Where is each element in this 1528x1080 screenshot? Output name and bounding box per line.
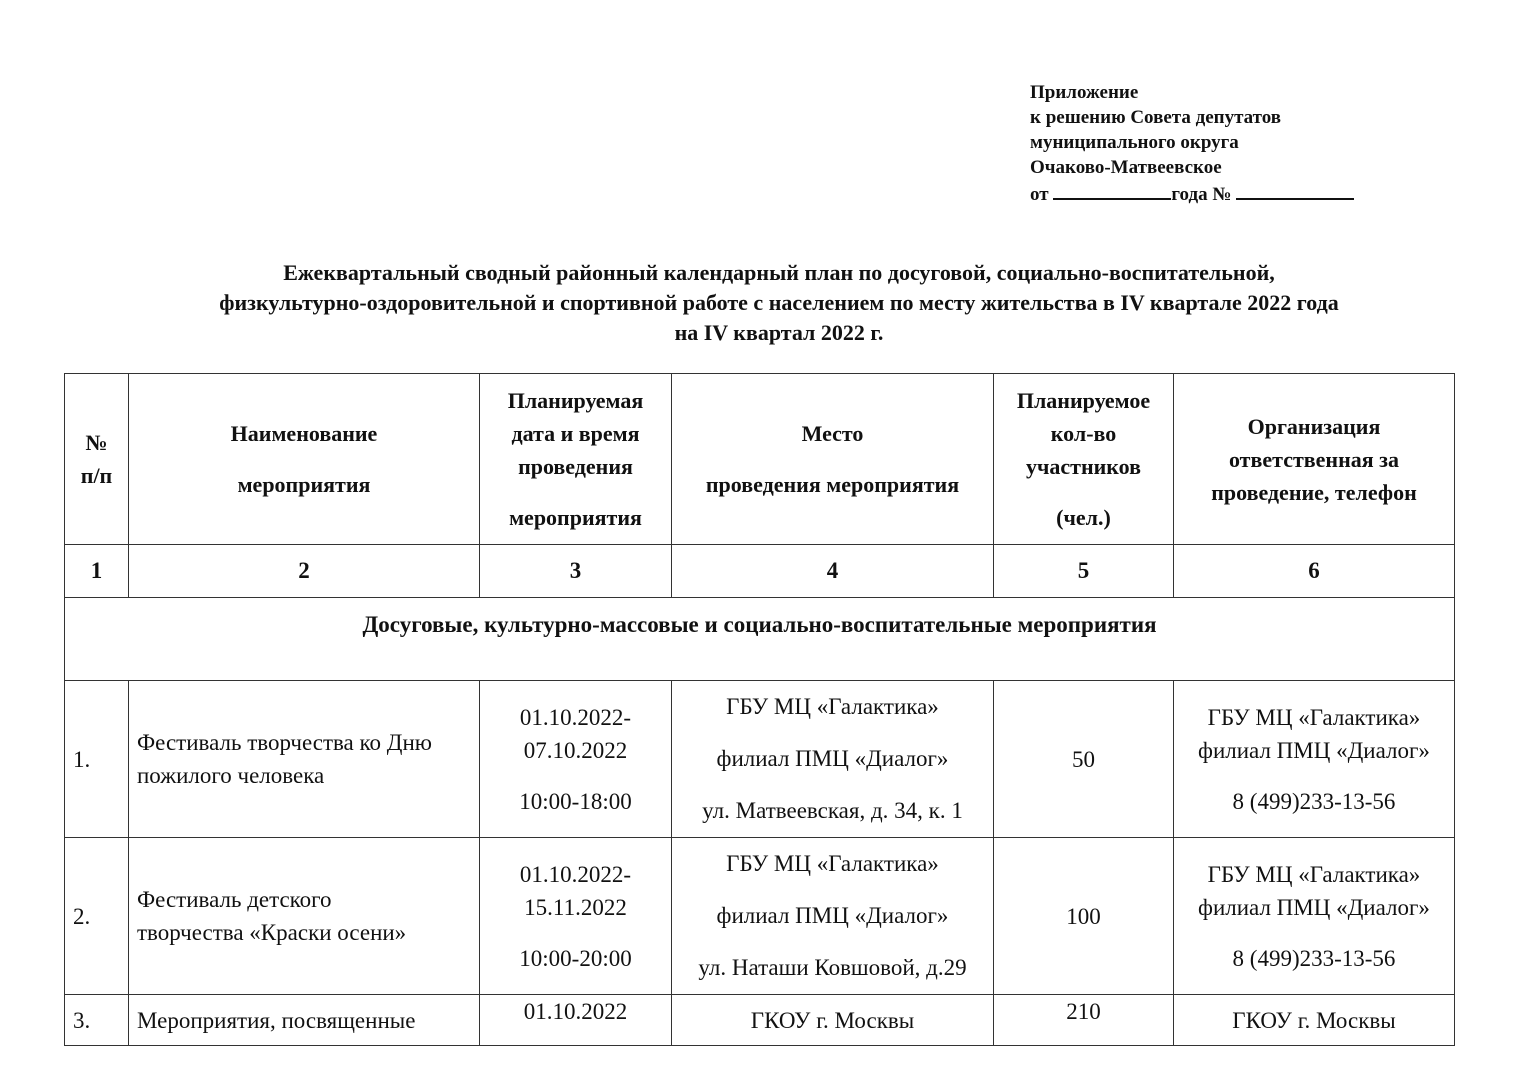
appendix-line-5 <box>1030 180 1354 207</box>
organization-phone: 8 (499)233-13-56 <box>1232 945 1396 971</box>
column-number: 2 <box>129 545 480 598</box>
event-date-time: 01.10.2022- 07.10.2022 10:00-18:00 <box>480 681 672 838</box>
row-number: 3. <box>65 995 129 1046</box>
event-participants: 100 <box>994 838 1174 995</box>
title-line-1: Ежеквартальный сводный районный календарный план по досуговой, социально-воспитательной, <box>283 260 1275 285</box>
event-name: Мероприятия, посвященные <box>129 995 480 1046</box>
column-number: 3 <box>480 545 672 598</box>
event-organization: ГБУ МЦ «Галактика» филиал ПМЦ «Диалог» 8 (499)233-13-56 <box>1174 681 1455 838</box>
appendix-date-label: от <box>1030 184 1054 205</box>
event-name: Фестиваль творчества ко Дню пожилого человека <box>129 681 480 838</box>
event-place: ГБУ МЦ «Галактика» филиал ПМЦ «Диалог» ул. Матвеевская, д. 34, к. 1 <box>672 681 994 838</box>
appendix-block <box>1030 80 1354 207</box>
organization-phone: 8 (499)233-13-56 <box>1232 788 1396 814</box>
title-line-2: физкультурно-оздоровительной и спортивной работе с населением по месту жительства в IV квартале 2022 года <box>219 290 1339 315</box>
appendix-line-2: к решению Совета депутатов <box>1030 107 1282 128</box>
title-line-3: на IV квартал 2022 г. <box>674 320 884 345</box>
event-place: ГБУ МЦ «Галактика» филиал ПМЦ «Диалог» ул. Наташи Ковшовой, д.29 <box>672 838 994 995</box>
number-blank <box>1236 180 1354 200</box>
appendix-line-4: Очаково-Матвеевское <box>1030 157 1222 178</box>
event-organization: ГКОУ г. Москвы <box>1174 995 1455 1046</box>
row-number: 2. <box>65 838 129 995</box>
event-participants: 210 <box>994 995 1174 1046</box>
column-number: 1 <box>65 545 129 598</box>
table-row <box>65 995 1455 1046</box>
section-title: Досуговые, культурно-массовые и социально-воспитательные мероприятия <box>65 598 1455 681</box>
event-date-time: 01.10.2022 <box>480 995 672 1046</box>
header-organization: Организация ответственная за проведение, телефон <box>1174 374 1455 545</box>
event-organization: ГБУ МЦ «Галактика» филиал ПМЦ «Диалог» 8 (499)233-13-56 <box>1174 838 1455 995</box>
document-title <box>64 258 1494 348</box>
column-number: 4 <box>672 545 994 598</box>
row-number: 1. <box>65 681 129 838</box>
header-number: № п/п <box>65 374 129 545</box>
table-header-row <box>65 374 1455 545</box>
events-table <box>64 373 1455 1046</box>
event-date-time: 01.10.2022- 15.11.2022 10:00-20:00 <box>480 838 672 995</box>
appendix-number-label: года № <box>1171 184 1237 205</box>
appendix-line-3: муниципального округа <box>1030 132 1239 153</box>
header-participants: Планируемое кол-во участников (чел.) <box>994 374 1174 545</box>
appendix-line-1: Приложение <box>1030 82 1139 103</box>
section-row <box>65 598 1455 681</box>
table-row <box>65 838 1455 995</box>
column-number: 5 <box>994 545 1174 598</box>
event-place: ГКОУ г. Москвы <box>672 995 994 1046</box>
column-number: 6 <box>1174 545 1455 598</box>
date-blank <box>1053 180 1171 200</box>
table-row <box>65 681 1455 838</box>
event-name: Фестиваль детского творчества «Краски осени» <box>129 838 480 995</box>
header-date-time: Планируемая дата и время проведения мероприятия <box>480 374 672 545</box>
header-event-name: Наименование мероприятия <box>129 374 480 545</box>
column-number-row <box>65 545 1455 598</box>
header-place: Место проведения мероприятия <box>672 374 994 545</box>
event-participants: 50 <box>994 681 1174 838</box>
